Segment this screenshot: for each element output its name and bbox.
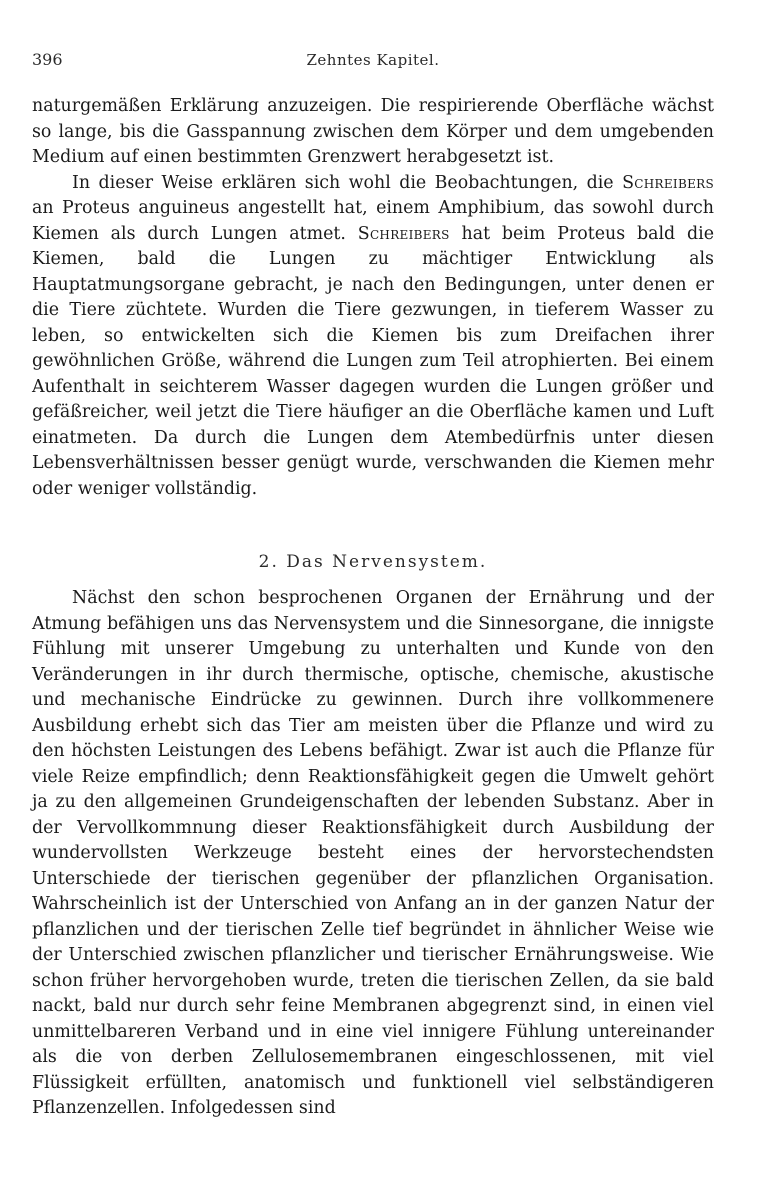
author-name: Schreibers	[622, 172, 714, 193]
paragraph-continuation	[32, 94, 714, 171]
paragraph-text: In dieser Weise erklären sich wohl die Beobachtungen, die	[72, 172, 623, 193]
section-heading: 2. Das Nervensystem.	[258, 552, 488, 572]
page-header	[32, 50, 714, 78]
book-page	[32, 50, 714, 1122]
paragraph-text: naturgemäßen Erklärung anzuzeigen. Die respirierende Oberfläche wächst so lange, bis die Gasspannung zwischen dem Körper und dem umgebenden Medium auf einen bestimmten Grenzwert herabgesetzt ist.	[32, 96, 714, 167]
author-name: Schreibers	[357, 223, 450, 244]
page-number: 396	[32, 50, 63, 69]
paragraph-nervensystem	[32, 586, 714, 1122]
paragraph-proteus	[32, 171, 714, 503]
paragraph-text: hat beim Proteus bald die Kiemen, bald die Lungen zu mächtiger Entwicklung als Hauptatmungsorgane gebracht, je nach den Bedingungen, unter denen er die Tiere züchtete. Wurden die Tiere gezwungen, in tieferem Wasser zu leben, so entwickelten sich die Kiemen bis zum Dreifachen ihrer gewöhnlichen Größe, während die Lungen zum Teil atrophierten. Bei einem Aufenthalt in seichterem Wasser dagegen wurden die Lungen größer und gefäßreicher, weil jetzt die Tiere häufiger an die Oberfläche kamen und Luft einatmeten. Da durch die Lungen dem Atembedürfnis unter diesen Lebensverhältnissen besser genügt wurde, verschwanden die Kiemen mehr oder weniger vollständig.	[32, 223, 715, 499]
paragraph-text: an Proteus anguineus angestellt hat, einem Amphibium, das sowohl durch Kiemen als durch Lungen atmet.	[32, 198, 714, 244]
running-title: Zehntes Kapitel.	[306, 51, 440, 69]
paragraph-text: Nächst den schon besprochenen Organen der Ernährung und der Atmung befähigen uns das Nervensystem und die Sinnesorgane, die innigste Fühlung mit unserer Umgebung zu unterhalten und Kunde von den Veränderungen in ihr durch thermische, optische, chemische, akustische und mechanische Eindrücke zu gewinnen. Durch ihre vollkommenere Ausbildung erhebt sich das Tier am meisten über die Pflanze und wird zu den höchsten Leistungen des Lebens befähigt. Zwar ist auch die Pflanze für viele Reize empfindlich; denn Reaktionsfähigkeit gegen die Umwelt gehört ja zu den allgemeinen Grundeigenschaften der lebenden Substanz. Aber in der Vervollkommnung dieser Reaktionsfähigkeit durch Ausbildung der wundervollsten Werkzeuge besteht eines der hervorstechendsten Unterschiede der tierischen gegenüber der pflanzlichen Organisation. Wahrscheinlich ist der Unterschied von Anfang an in der ganzen Natur der pflanzlichen und der tierischen Zelle tief begründet in ähnlicher Weise wie der Unterschied zwischen pflanzlicher und tierischer Ernährungsweise. Wie schon früher hervorgehoben wurde, treten die tierischen Zellen, da sie bald nackt, bald nur durch sehr feine Membranen abgegrenzt sind, in einen viel unmittelbareren Verband und in eine viel innigere Fühlung untereinander als die von derben Zellulosemembranen eingeschlossenen, mit viel Flüssigkeit erfüllten, anatomisch und funktionell viel selbständigeren Pflanzenzellen. Infolgedessen sind	[32, 588, 714, 1118]
